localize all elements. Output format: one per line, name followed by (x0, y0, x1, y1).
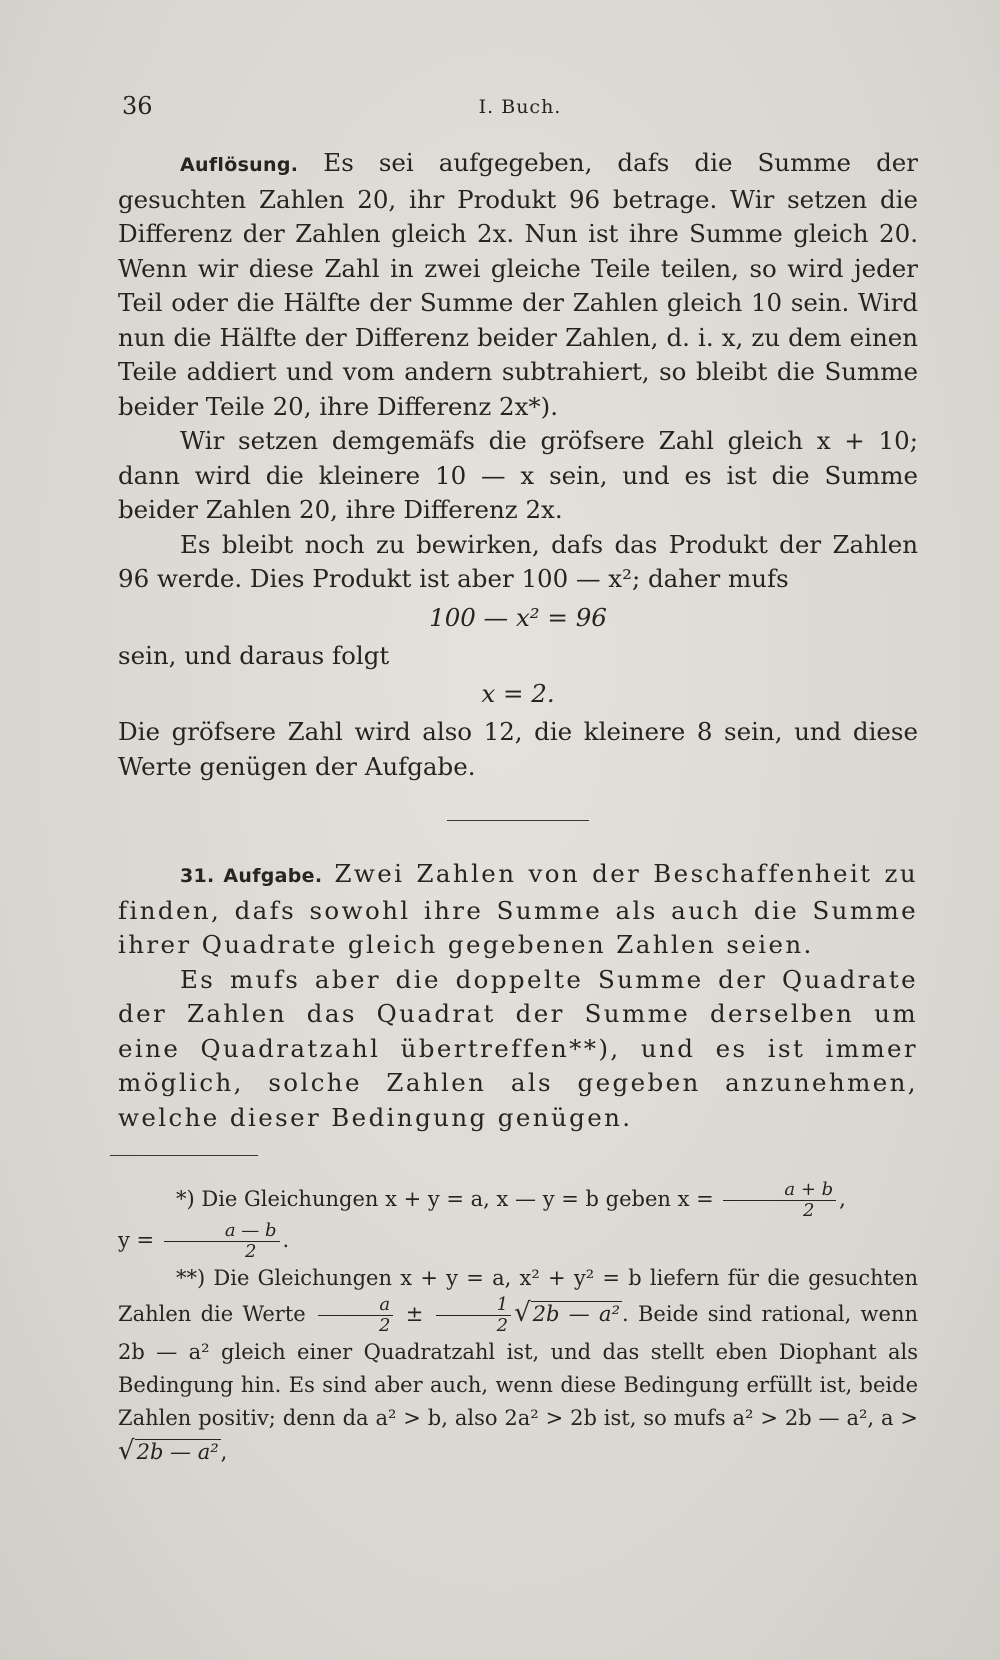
running-head: I. Buch. (478, 96, 562, 118)
fraction-a-minus-b (164, 1221, 280, 1262)
fraction-denominator: 2 (378, 1315, 391, 1336)
footnote-1-sep: , (839, 1187, 846, 1211)
footnote-2-text-1: **) Die Gleichungen x + y = a, x² + y² = b liefern für die gesuchten Zahlen die Werte (118, 1266, 918, 1326)
footnote-2-text-2: . Beide sind rational, wenn 2b — a² gleich einer Quadratzahl ist, und das stellt eben Diophant als Bedingung hin. Es sind aber auch, wenn diese Bedingung erfüllt ist, beide Zahlen positiv; denn da a² > b, also 2a² > 2b ist, so mufs a² > 2b — a², a > (118, 1302, 919, 1430)
page-number: 36 (122, 92, 153, 120)
page-body (118, 146, 918, 1469)
fraction-one-half (436, 1295, 511, 1336)
plus-minus-sign: ± (396, 1302, 433, 1326)
fraction-a-half (318, 1295, 393, 1336)
equation-2: x = 2. (481, 679, 555, 708)
footnote-divider (110, 1155, 258, 1156)
fraction-numerator: a — b (164, 1221, 280, 1242)
fraction-denominator: 2 (496, 1315, 509, 1336)
solution-label: Auflösung. (180, 154, 299, 176)
page-header (122, 92, 918, 126)
fraction-numerator: a + b (723, 1180, 836, 1201)
equation-1: 100 — x² = 96 (429, 602, 607, 632)
solution-paragraph-1 (118, 146, 918, 424)
fraction-numerator: 1 (436, 1295, 511, 1316)
square-root-sign: √ (514, 1298, 531, 1328)
problem-31-text-1: Zwei Zahlen von der Beschaffenheit zu finden, dafs sowohl ihre Summe als auch die Summe ihrer Quadrate gleich gegebenen Zahlen seien. (118, 859, 918, 959)
solution-text-1: Es sei aufgegeben, dafs die Summe der gesuchten Zahlen 20, ihr Produkt 96 betrage. Wir setzen die Differenz der Zahlen gleich 2x. Nun ist ihre Summe gleich 20. Wenn wir diese Zahl in zwei gleiche Teile teilen, so wird jeder Teil oder die Hälfte der Summe der Zahlen gleich 10 sein. Wird nun die Hälfte der Differenz beider Zahlen, d. i. x, zu dem einen Teile addiert und vom andern subtrahiert, so bleibt die Summe beider Teile 20, ihre Differenz 2x*). (118, 148, 918, 421)
fraction-denominator: 2 (244, 1241, 257, 1262)
fraction-a-plus-b (723, 1180, 836, 1221)
footnote-1-line2: y = (118, 1228, 161, 1252)
radicand-2: 2b — a² (136, 1440, 219, 1464)
fraction-numerator: a (318, 1295, 393, 1316)
section-divider (447, 820, 589, 821)
solution-paragraph-4: sein, und daraus folgt (118, 640, 390, 670)
fraction-denominator: 2 (803, 1200, 815, 1221)
problem-31-label: 31. Aufgabe. (180, 865, 323, 887)
problem-31-paragraph-2: Es mufs aber die doppelte Summe der Quadrate der Zahlen das Quadrat der Summe derselben um eine Quadratzahl übertreffen**), und es ist immer möglich, solche Zahlen als gegeben anzunehmen, welche dieser Bedingung genügen. (118, 964, 918, 1132)
solution-paragraph-2: Wir setzen demgemäfs die gröfsere Zahl gleich x + 10; dann wird die kleinere 10 — x sein, und es ist die Summe beider Zahlen 20, ihre Differenz 2x. (118, 426, 918, 524)
footnote-2 (118, 1262, 918, 1469)
footnote-1-text: *) Die Gleichungen x + y = a, x — y = b geben x = (176, 1187, 721, 1211)
solution-paragraph-5: Die gröfsere Zahl wird also 12, die kleinere 8 sein, und diese Werte genügen der Aufgabe. (118, 717, 918, 781)
footnote-2-end: , (220, 1440, 228, 1464)
radicand: 2b — a² (532, 1302, 620, 1326)
footnote-1 (118, 1180, 918, 1262)
footnote-1-end: . (282, 1228, 290, 1252)
square-root-sign-2: √ (118, 1436, 135, 1466)
solution-paragraph-3: Es bleibt noch zu bewirken, dafs das Produkt der Zahlen 96 werde. Dies Produkt ist aber 100 — x²; daher mufs (118, 529, 918, 593)
problem-31-paragraph-1 (118, 857, 918, 963)
